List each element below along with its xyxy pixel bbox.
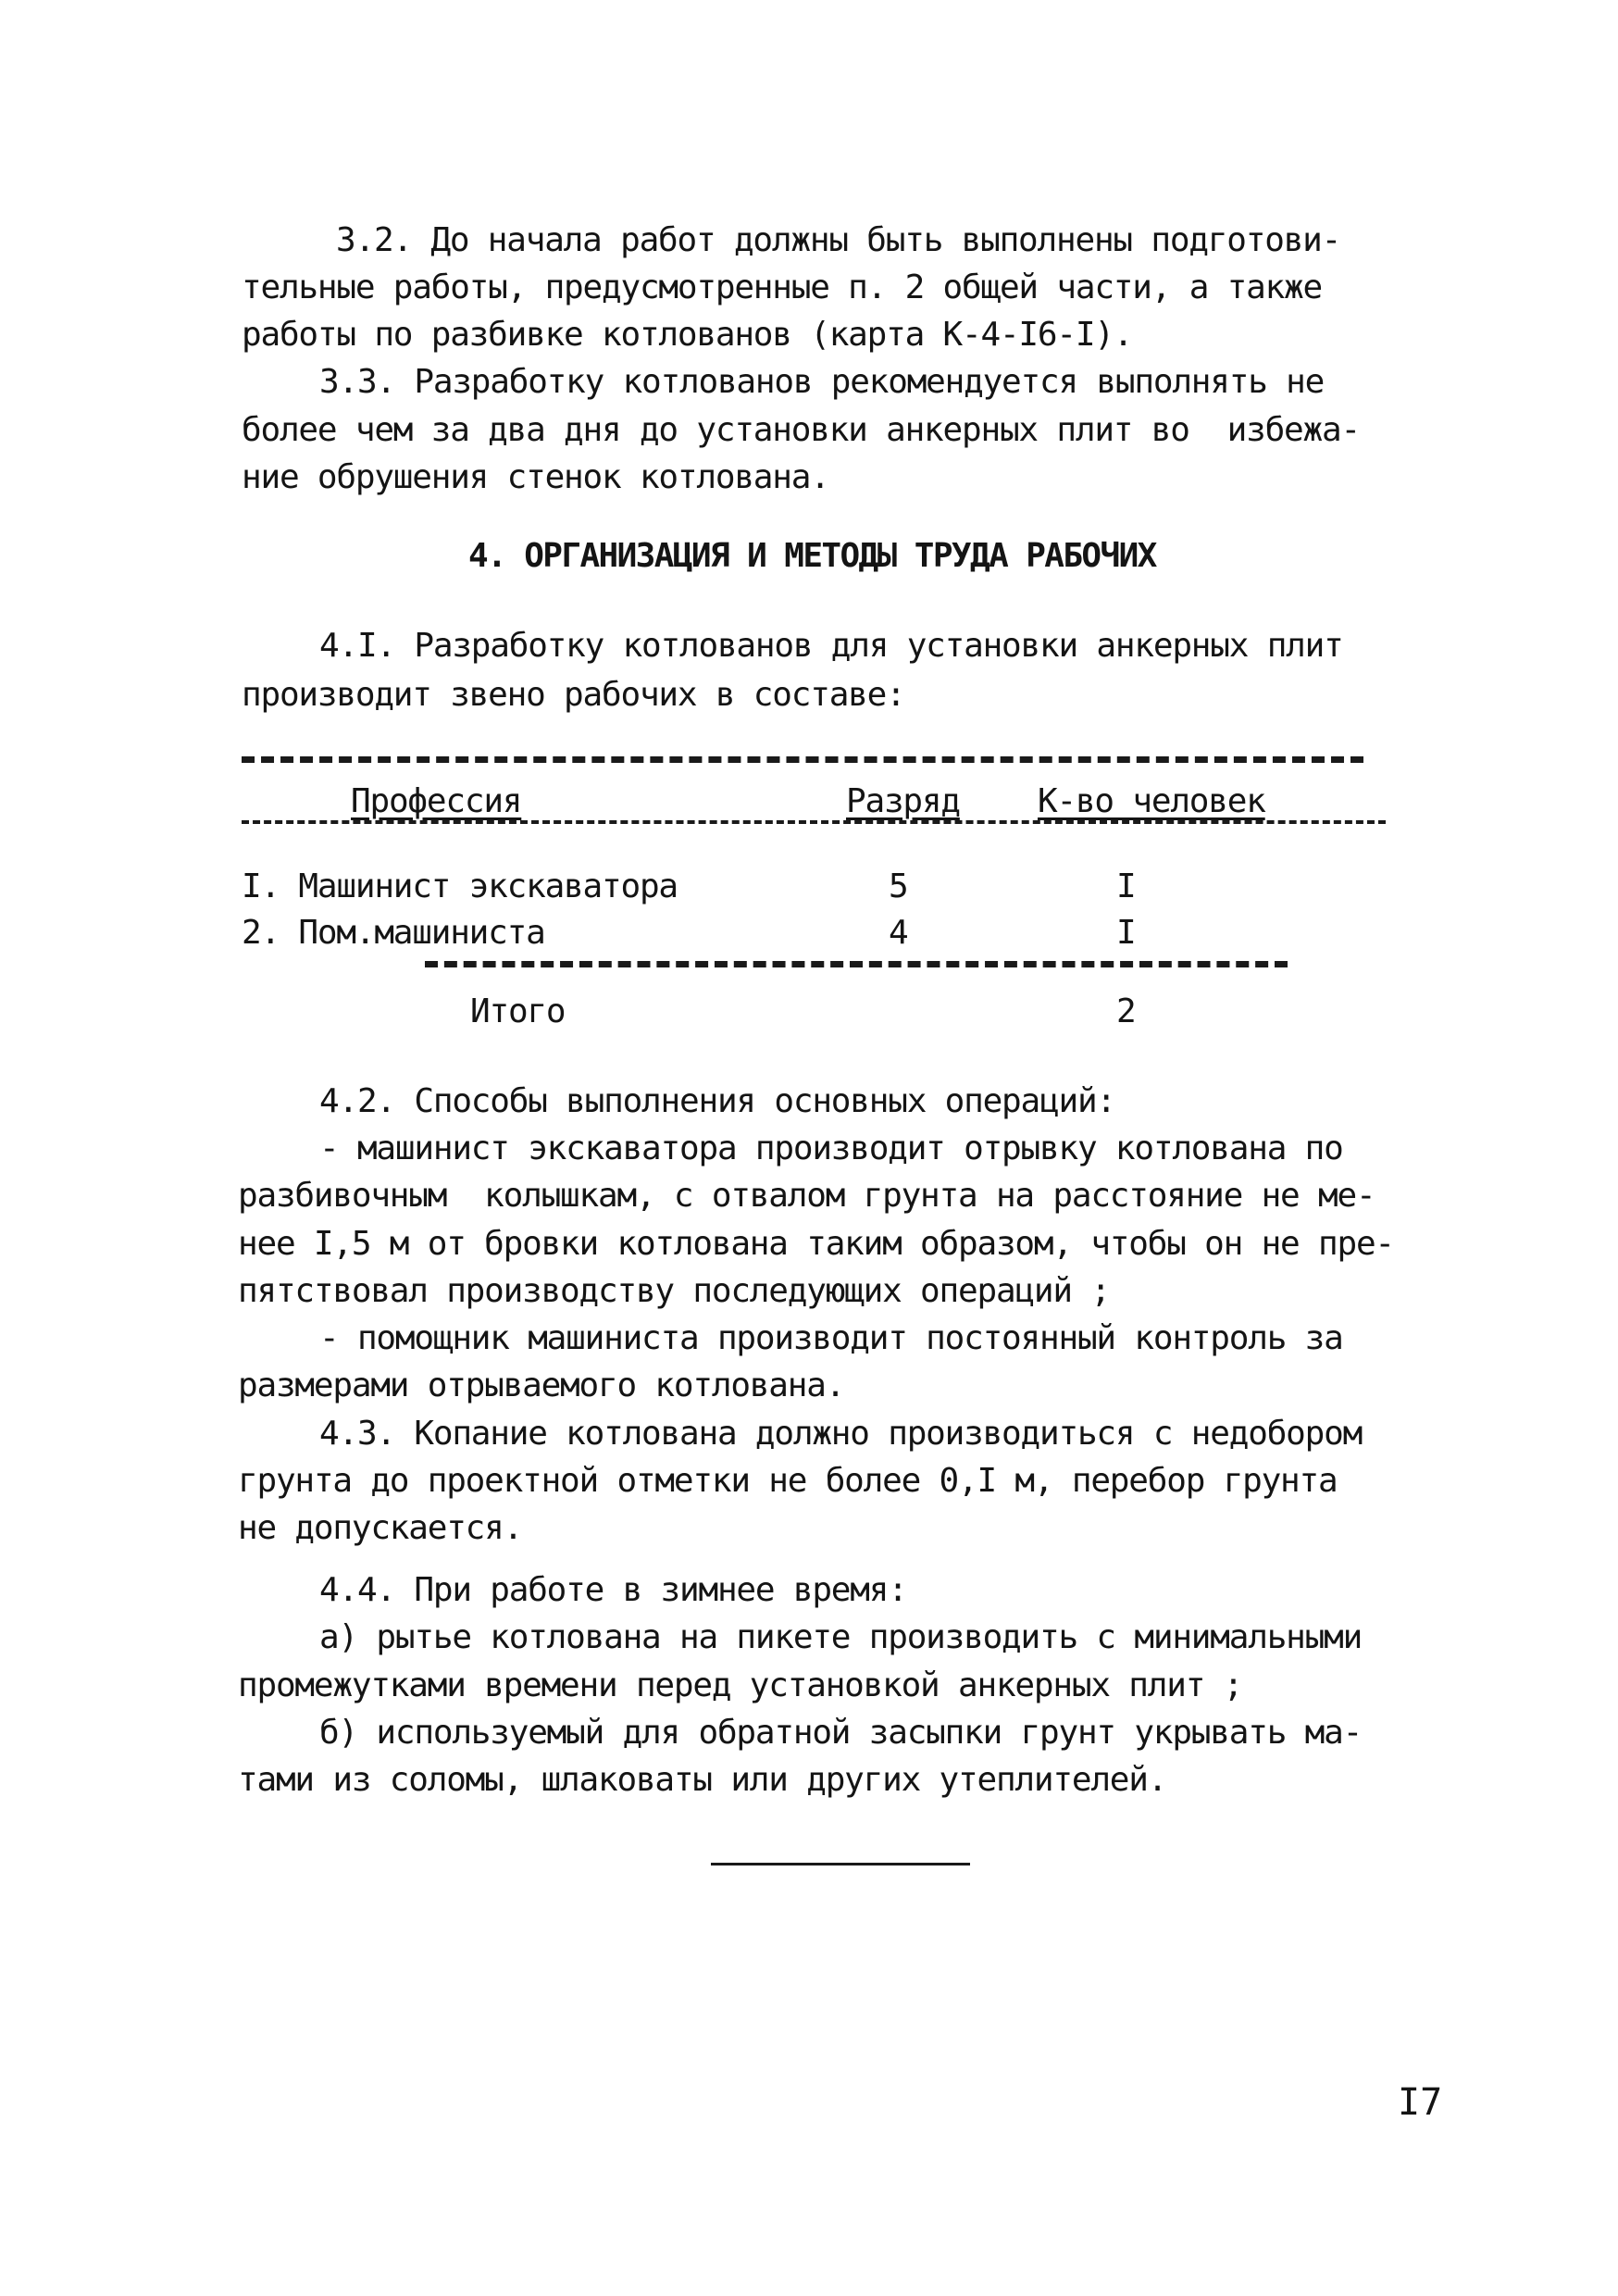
paragraph-4-1-line-1: 4.I. Разработку котлованов для установки анкерных плит xyxy=(319,627,1343,665)
table-total-value: 2 xyxy=(1116,992,1136,1030)
table-header-grade: Разряд xyxy=(846,782,960,820)
paragraph-4-3-line-3: не допускается. xyxy=(238,1509,523,1547)
paragraph-4-2-line-7: размерами отрываемого котлована. xyxy=(238,1366,845,1404)
paragraph-4-4-line-5: тами из соломы, шлаковаты или других утеплителей. xyxy=(238,1761,1167,1799)
paragraph-3-3-line-1: 3.3. Разработку котлованов рекомендуется выполнять не xyxy=(319,363,1325,401)
paragraph-4-4-line-2: а) рытье котлована на пикете производить с минимальными xyxy=(319,1618,1363,1656)
table-row-1-profession: I. Машинист экскаватора xyxy=(242,867,678,905)
table-header-count: К-во человек xyxy=(1038,782,1265,820)
table-row-1-count: I xyxy=(1116,867,1136,905)
paragraph-3-2-line-3: работы по разбивке котлованов (карта К-4-I6-I). xyxy=(242,316,1133,354)
paragraph-4-2-line-6: - помощник машиниста производит постоянный контроль за xyxy=(319,1319,1343,1357)
paragraph-4-4-line-3: промежутками времени перед установкой анкерных плит ; xyxy=(238,1666,1243,1704)
paragraph-4-2-line-2: - машинист экскаватора производит отрывку котлована по xyxy=(319,1129,1343,1167)
end-of-section-rule xyxy=(711,1863,970,1866)
paragraph-4-2-line-5: пятствовал производству последующих операций ; xyxy=(238,1272,1110,1310)
paragraph-3-2-line-2: тельные работы, предусмотренные п. 2 общей части, а также xyxy=(242,268,1323,306)
paragraph-4-4-line-1: 4.4. При работе в зимнее время: xyxy=(319,1571,907,1609)
paragraph-4-2-line-1: 4.2. Способы выполнения основных операций: xyxy=(319,1082,1115,1120)
paragraph-3-3-line-3: ние обрушения стенок котлована. xyxy=(242,458,829,496)
paragraph-3-3-line-2: более чем за два дня до установки анкерных плит во избежа- xyxy=(242,411,1360,449)
paragraph-4-3-line-1: 4.3. Копание котлована должно производиться с недобором xyxy=(319,1415,1363,1453)
table-row-2-count: I xyxy=(1116,914,1136,952)
table-header-profession: Профессия xyxy=(351,782,522,820)
table-row-2-grade: 4 xyxy=(889,914,908,952)
paragraph-4-2-line-4: нее I,5 м от бровки котлована таким образом, чтобы он не пре- xyxy=(238,1225,1394,1263)
table-row-1-grade: 5 xyxy=(889,867,908,905)
table-top-rule xyxy=(242,756,1363,763)
paragraph-4-2-line-3: разбивочным колышкам, с отвалом грунта на расстояние не ме- xyxy=(238,1177,1375,1215)
table-header-rule xyxy=(242,820,1386,824)
page-number: I7 xyxy=(1398,2081,1443,2124)
paragraph-3-2-line-1: 3.2. До начала работ должны быть выполнены подготови- xyxy=(336,221,1341,259)
table-total-label: Итого xyxy=(470,992,566,1030)
section-4-heading: 4. ОРГАНИЗАЦИЯ И МЕТОДЫ ТРУДА РАБОЧИХ xyxy=(468,537,1156,575)
paragraph-4-1-line-2: производит звено рабочих в составе: xyxy=(242,676,905,714)
table-row-2-profession: 2. Пом.машиниста xyxy=(242,914,545,952)
paragraph-4-4-line-4: б) используемый для обратной засыпки грунт укрывать ма- xyxy=(319,1714,1363,1752)
paragraph-4-3-line-2: грунта до проектной отметки не более 0,I м, перебор грунта xyxy=(238,1462,1338,1500)
table-bottom-rule xyxy=(425,961,1288,967)
